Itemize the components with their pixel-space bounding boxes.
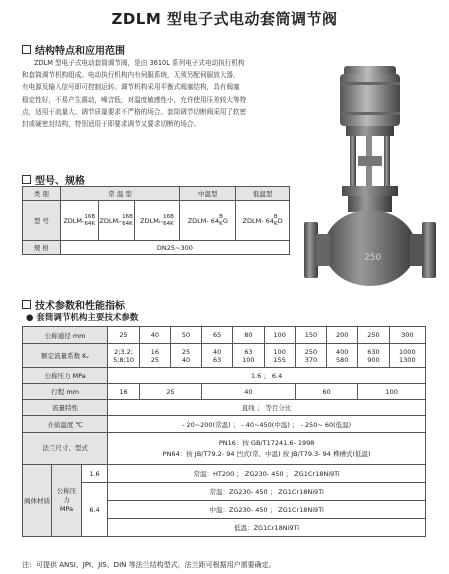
model-prefix: ZDLM- 64 bbox=[242, 216, 274, 225]
section-params-heading bbox=[22, 297, 125, 312]
kv-line: 1000 bbox=[399, 347, 416, 356]
features-line: 点，适用于流量大、调节质量要求不严格的场合。套筒调节切断阀采用了软密 bbox=[22, 107, 247, 116]
model-prefix: ZDLMₜ- bbox=[140, 216, 164, 225]
valve-image bbox=[302, 60, 442, 290]
flow-label: 流量特性 bbox=[23, 400, 108, 416]
flange-label: 法兰尺寸、型式 bbox=[23, 433, 108, 465]
dn-value: 150 bbox=[295, 327, 326, 344]
header-type: 类 别 bbox=[23, 187, 61, 201]
model-suffix: D bbox=[277, 216, 283, 225]
params-subtitle: ● 套筒调节机构主要技术参数 bbox=[26, 313, 139, 323]
kv-line: 40 bbox=[213, 347, 222, 356]
params-subtitle-text: 套筒调节机构主要技术参数 bbox=[36, 313, 139, 323]
section-features-heading bbox=[22, 42, 125, 57]
flange-line: PN64：按 JB/T79.2- 94 凹式(常、中温) 按 JB/T79.3- 94 榫槽式(低温) bbox=[162, 449, 371, 458]
spec-value: DN25~300 bbox=[60, 241, 289, 255]
section-features-title: 结构特点和应用范围 bbox=[35, 46, 125, 57]
stroke-value: 40 bbox=[202, 384, 296, 400]
kv-line: 100 bbox=[242, 355, 255, 364]
kv-value bbox=[389, 344, 425, 368]
footnote: 注：可提供 ANSI、JPI、JIS、DIN 等法兰结构型式，法兰距可根据用户需要确定。 bbox=[22, 561, 276, 569]
kv-line: 100 bbox=[273, 347, 286, 356]
model-suffix: 64K bbox=[122, 220, 133, 227]
dn-value: 50 bbox=[170, 327, 201, 344]
kv-value bbox=[233, 344, 264, 368]
model-prefix: ZDLM- 64 bbox=[187, 216, 220, 225]
model-cell bbox=[180, 201, 236, 241]
kv-line: 400 bbox=[335, 347, 349, 356]
model-suffix: B bbox=[273, 213, 278, 220]
kv-value bbox=[108, 344, 140, 368]
dn-value: 80 bbox=[233, 327, 264, 344]
material-label: 阀体材质 bbox=[23, 465, 52, 537]
dn-label: 公称通径 mm bbox=[23, 327, 108, 344]
header-low-temp: 低温型 bbox=[236, 187, 290, 201]
features-line: 稳定性好，不易产生震动，噪音低，对温度敏感性小，允许使用压差较大等特 bbox=[22, 95, 247, 104]
material-value: 中温：ZG230- 450 ； ZG1Cr18Ni9Ti bbox=[108, 501, 426, 519]
kv-line: 1300 bbox=[399, 355, 416, 364]
model-suffix: G bbox=[222, 216, 228, 225]
row-label-spec: 规 格 bbox=[23, 241, 61, 255]
section-model-title: 型号、规格 bbox=[35, 176, 85, 187]
model-suffix: 16B bbox=[84, 213, 96, 220]
table-row bbox=[23, 241, 290, 255]
table-row bbox=[23, 187, 290, 201]
stroke-value: 60 bbox=[295, 384, 358, 400]
table-row bbox=[23, 433, 426, 465]
table-row bbox=[23, 201, 290, 241]
kv-line: 25 bbox=[181, 347, 191, 356]
kv-value bbox=[139, 344, 170, 368]
kv-value bbox=[264, 344, 295, 368]
kv-line: 25 bbox=[150, 355, 160, 364]
table-row bbox=[23, 400, 426, 416]
model-suffix: 64K bbox=[84, 220, 96, 227]
kv-line: 370 bbox=[304, 355, 318, 364]
section-params-title: 技术参数和性能指标 bbox=[35, 301, 125, 312]
kv-value bbox=[170, 344, 201, 368]
header-normal-temp: 常 温 型 bbox=[60, 187, 180, 201]
stroke-value: 16 bbox=[108, 384, 140, 400]
kv-line: 155 bbox=[273, 355, 286, 364]
table-row bbox=[23, 465, 426, 483]
dn-value: 100 bbox=[264, 327, 295, 344]
model-prefix: ZDLMᵣ- bbox=[99, 216, 123, 225]
features-line: 封或硬密封结构，特别适用于即要求调节又要求切断的场合。 bbox=[22, 120, 201, 129]
features-line: 有电源及输入信号即可控制运转。调节机构采用平衡式阀塞结构，具有阀塞 bbox=[22, 83, 240, 92]
table-row bbox=[23, 416, 426, 433]
flow-value: 直线 ； 等百分比 bbox=[108, 400, 426, 416]
stroke-value: 100 bbox=[358, 384, 426, 400]
table-row bbox=[23, 344, 426, 368]
temp-label: 介质温度 ℃ bbox=[23, 416, 108, 433]
model-prefix: ZDLM- bbox=[63, 216, 85, 225]
features-paragraph bbox=[22, 57, 312, 130]
valve-marking: 250 bbox=[364, 253, 382, 263]
dn-value: 65 bbox=[202, 327, 233, 344]
features-line: ZDLM 型电子式电动套筒调节阀，是由 3610L 系列电子式电动执行机构 bbox=[34, 59, 245, 67]
model-cell bbox=[98, 201, 134, 241]
kv-line: 16 bbox=[150, 347, 160, 356]
material-pn-value: 6.4 bbox=[81, 483, 107, 537]
stroke-value: 25 bbox=[139, 384, 201, 400]
kv-line: 2;3.2; bbox=[114, 347, 133, 356]
model-suffix: 64K bbox=[163, 220, 174, 227]
model-cell bbox=[236, 201, 290, 241]
kv-line: 630 bbox=[367, 347, 380, 356]
params-table bbox=[22, 326, 426, 537]
page-title: ZDLM 型电子式电动套筒调节阀 bbox=[111, 10, 338, 28]
dn-value: 300 bbox=[389, 327, 425, 344]
kv-line: 63 bbox=[213, 355, 222, 364]
temp-value: - 20~200(常温) ； - 40~450(中温) ； - 250~ 60(低温) bbox=[108, 416, 426, 433]
table-row bbox=[23, 384, 426, 400]
model-suffix: 16B bbox=[122, 213, 133, 220]
model-cell bbox=[134, 201, 180, 241]
kv-line: 250 bbox=[304, 347, 318, 356]
stroke-label: 行程 mm bbox=[23, 384, 108, 400]
pn-label: 公称压力 MPa bbox=[23, 368, 108, 384]
material-pn-label: 公称压力 MPa bbox=[52, 465, 82, 537]
kv-value bbox=[202, 344, 233, 368]
model-suffix: B bbox=[219, 213, 223, 220]
dn-value: 40 bbox=[139, 327, 170, 344]
row-label-model: 型 号 bbox=[23, 201, 61, 241]
model-table bbox=[22, 186, 290, 255]
table-row bbox=[23, 368, 426, 384]
kv-value bbox=[327, 344, 358, 368]
pn-value: 1.6 ； 6.4 bbox=[108, 368, 426, 384]
kv-value bbox=[358, 344, 389, 368]
section-model-heading bbox=[22, 172, 85, 187]
model-cell bbox=[60, 201, 98, 241]
kv-line: 580 bbox=[335, 355, 349, 364]
kv-line: 63 bbox=[244, 347, 253, 356]
table-row bbox=[23, 327, 426, 344]
material-value: 常温：ZG230- 450 ； ZG1Cr18Ni9Ti bbox=[108, 483, 426, 501]
flange-value bbox=[108, 433, 426, 465]
model-suffix: K bbox=[273, 220, 278, 227]
dn-value: 25 bbox=[108, 327, 140, 344]
material-pn-value: 1.6 bbox=[81, 465, 107, 483]
model-suffix: K bbox=[219, 220, 223, 227]
kv-line: 5;8;10 bbox=[113, 355, 134, 364]
kv-line: 40 bbox=[181, 355, 191, 364]
material-value: 常温：HT200 ； ZG230- 450 ； ZG1Cr18Ni9Ti bbox=[108, 465, 426, 483]
square-bullet-icon bbox=[22, 175, 31, 184]
table-row bbox=[23, 483, 426, 501]
dn-value: 200 bbox=[327, 327, 358, 344]
header-mid-temp: 中温型 bbox=[180, 187, 236, 201]
dn-value: 250 bbox=[358, 327, 389, 344]
kv-value bbox=[295, 344, 326, 368]
square-bullet-icon bbox=[22, 45, 31, 54]
material-value: 低温：ZG1Cr18Ni9Ti bbox=[108, 519, 426, 537]
kv-label: 额定流量系数 Kᵥ bbox=[23, 344, 108, 368]
kv-line: 900 bbox=[367, 355, 380, 364]
features-line: 和套筒调节机构组成。电动执行机构内有伺服系统，无须另配伺服放大器， bbox=[22, 71, 240, 80]
flange-line: PN16：按 GB/T17241.6- 1998 bbox=[218, 438, 315, 447]
model-suffix: 16B bbox=[163, 213, 174, 220]
square-bullet-icon bbox=[22, 300, 31, 309]
